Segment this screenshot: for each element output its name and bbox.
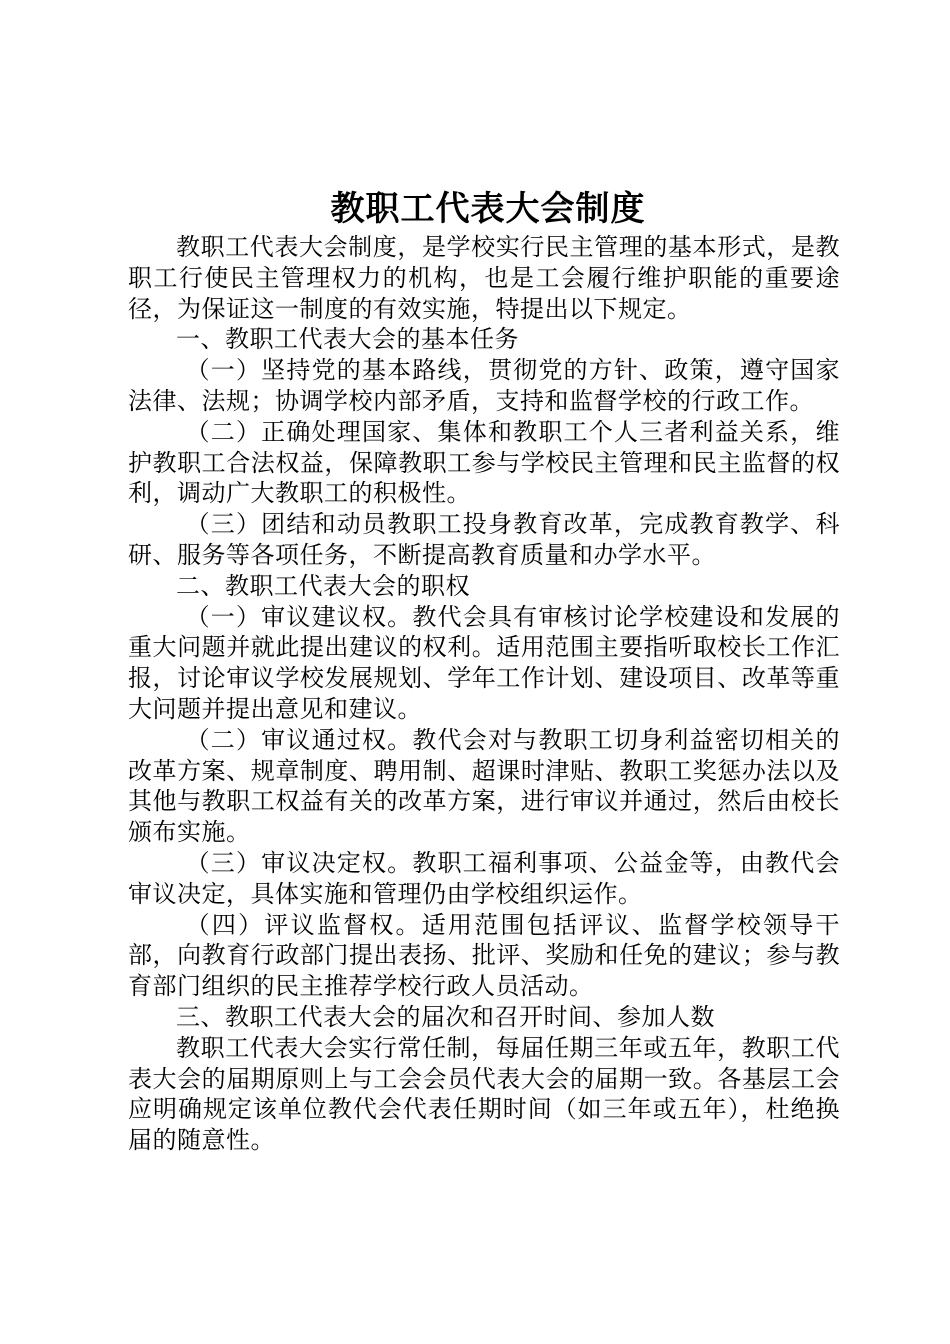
- document-title: 教职工代表大会制度: [330, 189, 646, 229]
- list-item: （一）坚持党的基本路线，贯彻党的方针、政策，遵守国家法律、法规；协调学校内部矛盾，支持和监督学校的行政工作。: [128, 356, 840, 415]
- section-heading-1: 一、教职工代表大会的基本任务: [176, 325, 519, 354]
- list-item: （三）审议决定权。教职工福利事项、公益金等，由教代会审议决定，具体实施和管理仍由学校组织运作。: [128, 848, 840, 908]
- body-paragraph: 教职工代表大会实行常任制，每届任期三年或五年，教职工代表大会的届期原则上与工会会员代表大会的届期一致。各基层工会应明确规定该单位教代会代表任期时间（如三年或五年），杜绝换届的随意性。: [128, 1033, 840, 1155]
- section-heading-2: 二、教职工代表大会的职权: [176, 571, 470, 600]
- list-item: （二）正确处理国家、集体和教职工个人三者利益关系，维护教职工合法权益，保障教职工参与学校民主管理和民主监督的权利，调动广大教职工的积极性。: [128, 417, 840, 508]
- document-page: [128, 186, 840, 1156]
- list-item: （三）团结和动员教职工投身教育改革，完成教育教学、科研、服务等各项任务，不断提高教育质量和办学水平。: [128, 510, 840, 569]
- intro-paragraph: 教职工代表大会制度，是学校实行民主管理的基本形式，是教职工行使民主管理权力的机构，也是工会履行维护职能的重要途径，为保证这一制度的有效实施，特提出以下规定。: [128, 233, 840, 323]
- section-heading-3: 三、教职工代表大会的届次和召开时间、参加人数: [176, 1002, 715, 1031]
- list-item: （二）审议通过权。教代会对与教职工切身利益密切相关的改革方案、规章制度、聘用制、超课时津贴、教职工奖惩办法以及其他与教职工权益有关的改革方案，进行审议并通过，然后由校长颁布实施。: [128, 725, 840, 847]
- list-item: （一）审议建议权。教代会具有审核讨论学校建设和发展的重大问题并就此提出建议的权利。适用范围主要指听取校长工作汇报，讨论审议学校发展规划、学年工作计划、建设项目、改革等重大问题并提出意见和建议。: [128, 602, 840, 723]
- document-body: [128, 232, 840, 1156]
- list-item: （四）评议监督权。适用范围包括评议、监督学校领导干部，向教育行政部门提出表扬、批评、奖励和任免的建议；参与教育部门组织的民主推荐学校行政人员活动。: [128, 910, 840, 1001]
